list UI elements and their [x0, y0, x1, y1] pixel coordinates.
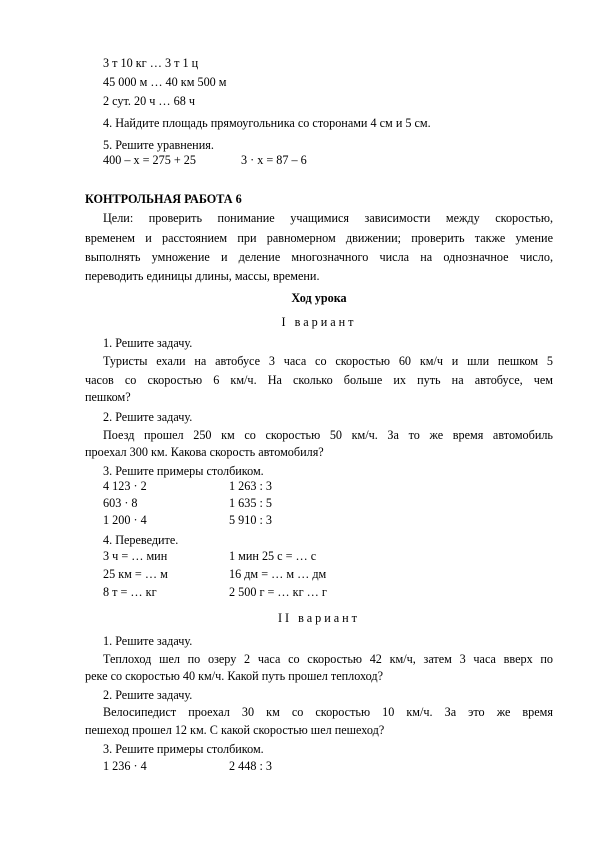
v1-conversion-2b: 16 дм = … м … дм: [229, 567, 327, 581]
comparison-3: 2 сут. 20 ч … 68 ч: [103, 94, 195, 108]
v1-example-div-2: 1 635 : 5: [229, 496, 272, 510]
v1-task-2-label: 2. Решите задачу.: [103, 410, 193, 424]
variant-1-heading: I вариант: [281, 315, 357, 329]
v2-example-mul-1: 1 236 · 4: [103, 759, 147, 773]
v1-example-mul-1: 4 123 · 2: [103, 479, 147, 493]
v1-conversion-3a: 8 т = … кг: [103, 585, 157, 599]
lesson-heading: Ход урока: [291, 291, 347, 305]
work-title: КОНТРОЛЬНАЯ РАБОТА 6: [85, 192, 242, 206]
v1-conversion-1b: 1 мин 25 с = … с: [229, 549, 317, 563]
v2-task-1-line-1: Теплоход шел по озеру 2 часа со скоростью 42 км/ч, затем 3 часа вверх по: [103, 652, 553, 666]
v1-task-1-label: 1. Решите задачу.: [103, 336, 193, 350]
v1-task-2-line-1: Поезд прошел 250 км со скоростью 50 км/ч. За то же время автомобиль: [103, 428, 553, 442]
v1-task-1-line-3: пешком?: [85, 390, 131, 404]
variant-2-heading: II вариант: [277, 611, 361, 625]
v1-example-div-1: 1 263 : 3: [229, 479, 272, 493]
v1-conversion-3b: 2 500 г = … кг … г: [229, 585, 327, 599]
goals-line-2: временем и расстоянием при равномерном движении; проверить также умение: [85, 231, 553, 245]
equation-1: 400 – х = 275 + 25: [103, 153, 196, 167]
equation-2: 3 · х = 87 – 6: [241, 153, 307, 167]
comparison-1: 3 т 10 кг … 3 т 1 ц: [103, 56, 199, 70]
v2-example-div-1: 2 448 : 3: [229, 759, 272, 773]
v1-task-2-line-2: проехал 300 км. Какова скорость автомобиля?: [85, 445, 324, 459]
v1-task-4-label: 4. Переведите.: [103, 533, 179, 547]
task-4-area: 4. Найдите площадь прямоугольника со сторонами 4 см и 5 см.: [103, 116, 431, 130]
task-5-equations: 5. Решите уравнения.: [103, 138, 214, 152]
v2-task-2-line-2: пешеход прошел 12 км. С какой скоростью шел пешеход?: [85, 723, 385, 737]
v1-example-mul-2: 603 · 8: [103, 496, 138, 510]
v2-task-2-label: 2. Решите задачу.: [103, 688, 193, 702]
v1-task-1-line-2: часов со скоростью 6 км/ч. На сколько больше их путь на автобусе, чем: [85, 373, 553, 387]
v1-example-mul-3: 1 200 · 4: [103, 513, 147, 527]
v1-conversion-2a: 25 км = … м: [103, 567, 168, 581]
v1-conversion-1a: 3 ч = … мин: [103, 549, 168, 563]
goals-line-3: выполнять умножение и деление многозначного числа на однозначное число,: [85, 250, 553, 264]
goals-line-4: переводить единицы длины, массы, времени.: [85, 269, 320, 283]
comparison-2: 45 000 м … 40 км 500 м: [103, 75, 227, 89]
v1-example-div-3: 5 910 : 3: [229, 513, 272, 527]
v2-task-2-line-1: Велосипедист проехал 30 км со скоростью 10 км/ч. За это же время: [103, 705, 553, 719]
v2-task-1-line-2: реке со скоростью 40 км/ч. Какой путь прошел теплоход?: [85, 669, 383, 683]
v2-task-3-label: 3. Решите примеры столбиком.: [103, 742, 264, 756]
v1-task-3-label: 3. Решите примеры столбиком.: [103, 464, 264, 478]
v2-task-1-label: 1. Решите задачу.: [103, 634, 193, 648]
v1-task-1-line-1: Туристы ехали на автобусе 3 часа со скоростью 60 км/ч и шли пешком 5: [103, 354, 553, 368]
goals-line-1: Цели: проверить понимание учащимися зависимости между скоростью,: [103, 211, 553, 225]
